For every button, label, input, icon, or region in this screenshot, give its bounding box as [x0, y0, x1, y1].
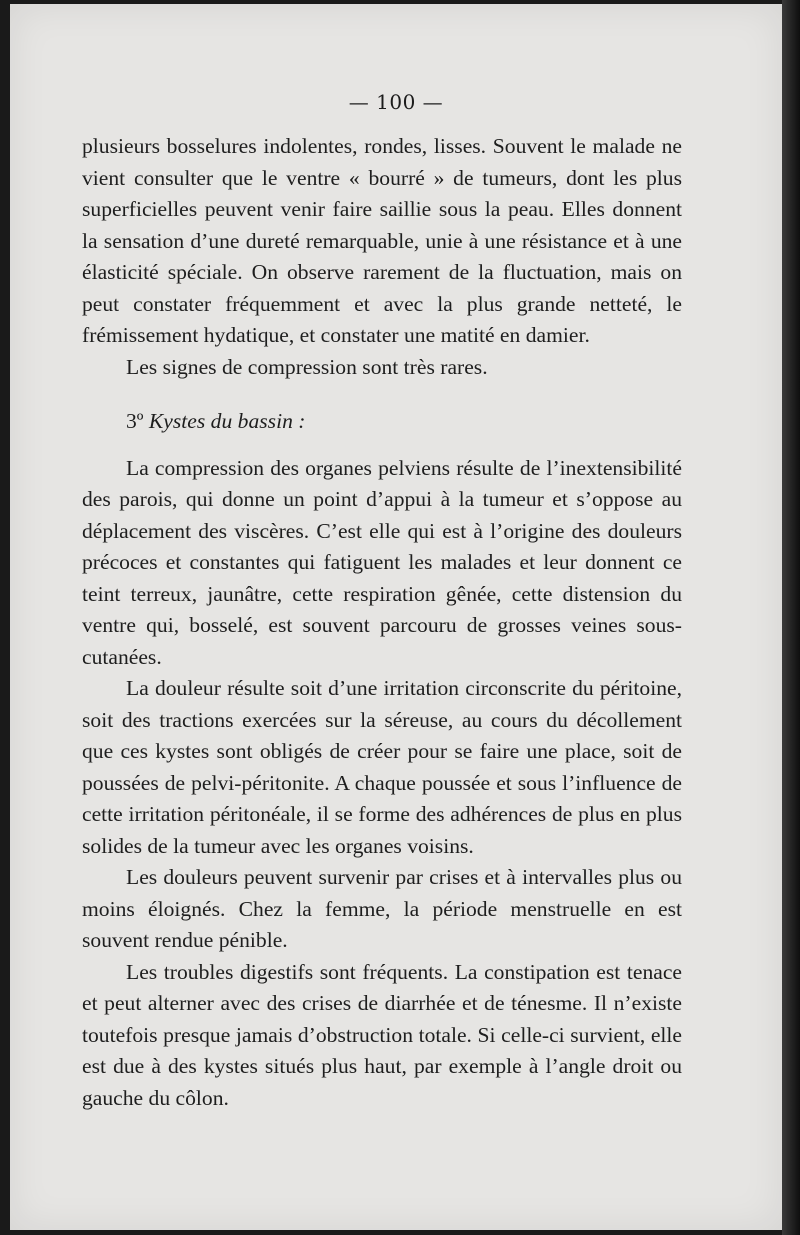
body-text	[82, 131, 682, 1114]
paragraph-compression-signs: Les signes de compression sont très rares.	[126, 354, 488, 379]
page-number: — 100 —	[348, 90, 444, 114]
section-title: Kystes du bassin :	[148, 409, 306, 433]
paragraph-continuation: plusieurs bosselures indolentes, rondes, lisses. Souvent le malade ne vient consulter que le ventre « bourré » de tumeurs, dont les plus superficielles peuvent venir faire saillie sous la peau. Elles donnent la sensation d’une dureté remarquable, unie à une résistance et à une élasticité spéciale. On observe rarement de la fluctuation, mais on peut constater fréquemment et avec la plus grande netteté, le frémissement hydatique, et constater une matité en damier.	[82, 134, 682, 347]
paragraph-compression: La compression des organes pelviens résulte de l’inextensibilité des parois, qui donne un point d’appui à la tumeur et s’oppose au déplacement des viscères. C’est elle qui est à l’origine des douleurs précoces et constantes qui fatiguent les malades et leur donnent ce teint terreux, jaunâtre, cette respiration gênée, cette distension du ventre qui, bosselé, est souvent parcouru de grosses veines sous-cutanées.	[82, 455, 682, 669]
paragraph-douleur: La douleur résulte soit d’une irritation circonscrite du péritoine, soit des tractions exercées sur la séreuse, au cours du décollement que ces kystes sont obligés de créer pour se faire une place, soit de poussées de pelvi-péritonite. A chaque poussée et sous l’influence de cette irritation péritonéale, il se forme des adhérences de plus en plus solides de la tumeur avec les organes voisins.	[82, 676, 682, 858]
paragraph-troubles-digestifs: Les troubles digestifs sont fréquents. La constipation est tenace et peut alterner avec des crises de diarrhée et de ténesme. Il n’existe toutefois presque jamais d’obstruction totale. Si celle-ci survient, elle est due à des kystes situés plus haut, par exemple à l’angle droit ou gauche du côlon.	[82, 959, 682, 1110]
section-heading	[82, 406, 682, 438]
page-edge-shadow	[782, 0, 800, 1235]
section-number: 3º	[126, 409, 144, 433]
book-page	[10, 4, 782, 1230]
paragraph-crises: Les douleurs peuvent survenir par crises et à intervalles plus ou moins éloignés. Chez la femme, la période menstruelle en est souvent rendue pénible.	[82, 865, 682, 952]
